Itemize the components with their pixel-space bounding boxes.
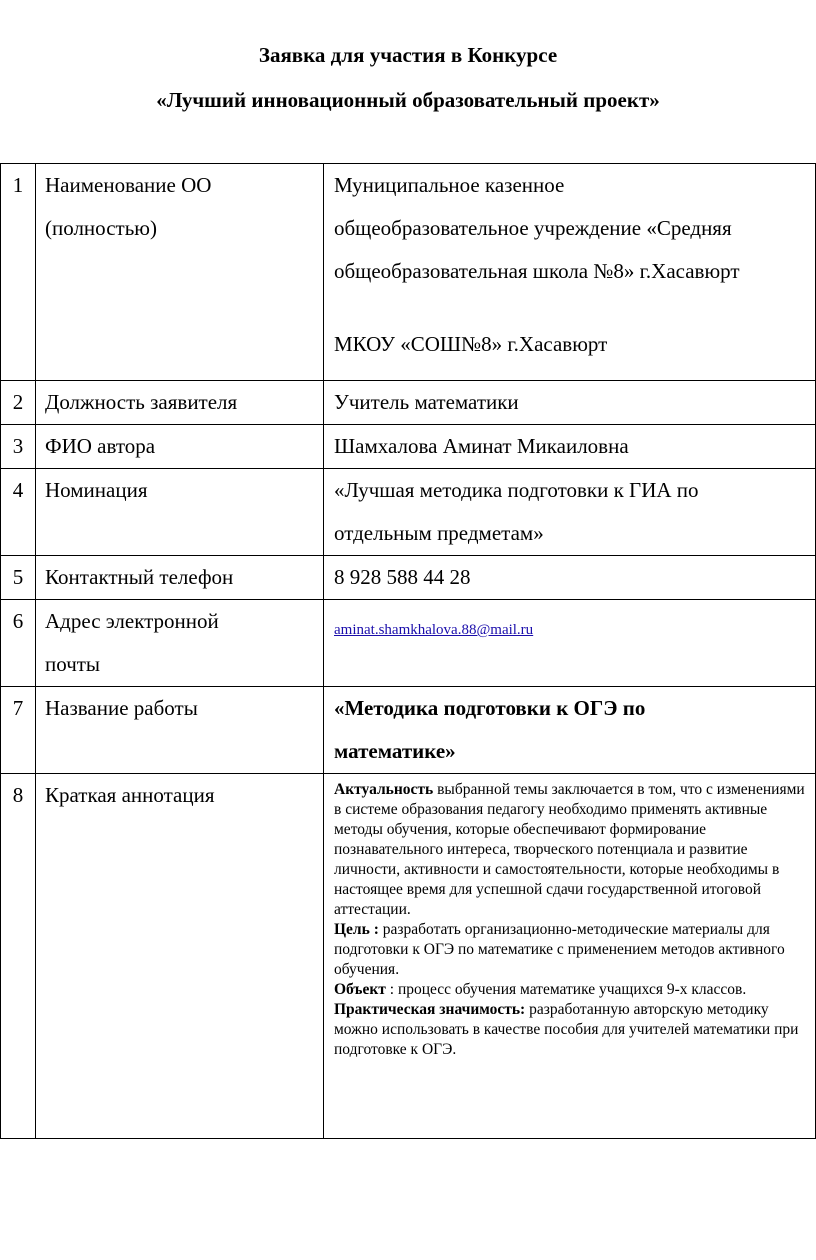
row-label: Номинация [36,469,324,556]
row-value [324,164,816,381]
row-value-line: общеобразовательная школа №8» г.Хасавюрт [334,259,740,283]
row-number: 2 [1,381,36,425]
row-value [324,600,816,687]
annotation-goal-text: разработать организационно-методические материалы для подготовки к ОГЭ по математике с применением методов активного обучения. [334,921,785,978]
table-row [1,774,816,1139]
annotation-relevance-label: Актуальность [334,781,434,798]
row-value [324,774,816,1139]
row-value [324,469,816,556]
row-label: Должность заявителя [36,381,324,425]
document-title: Заявка для участия в Конкурсе [258,43,558,67]
annotation-object-text: : процесс обучения математике учащихся 9-х классов. [385,981,747,998]
table-row [1,425,816,469]
row-value [324,687,816,774]
row-number: 7 [1,687,36,774]
table-row [1,164,816,381]
row-label [36,600,324,687]
row-label [36,164,324,381]
row-number: 8 [1,774,36,1139]
row-value: Учитель математики [324,381,816,425]
email-link[interactable]: aminat.shamkhalova.88@mail.ru [334,622,534,638]
row-label: Название работы [36,687,324,774]
row-value-line: Муниципальное казенное [334,173,565,197]
row-label-line: Адрес электронной [45,609,219,633]
row-number: 6 [1,600,36,687]
row-value-line: математике» [334,739,456,763]
annotation-object-label: Объект [334,981,386,998]
row-value-line: «Методика подготовки к ОГЭ по [334,696,646,720]
table-row [1,469,816,556]
row-number: 4 [1,469,36,556]
document-subtitle: «Лучший инновационный образовательный проект» [156,88,660,112]
annotation-goal-label: Цель : [334,921,379,938]
annotation-relevance-text: выбранной темы заключается в том, что с изменениями в системе образования педагогу необходимо применять активные методы обучения, которые обеспечивают формирование познавательного интереса, творческого потенциала и развитие личности, активности и самостоятельности, которые необходимы в настоящее время для успешной сдачи государственной итоговой аттестации. [334,781,805,918]
row-label: Краткая аннотация [36,774,324,1139]
row-label-line: (полностью) [45,216,157,240]
row-number: 5 [1,556,36,600]
row-value-line: общеобразовательное учреждение «Средняя [334,216,732,240]
row-label-line: почты [45,652,101,676]
annotation-text [334,774,815,1060]
row-number: 1 [1,164,36,381]
spacer [334,293,815,323]
table-row [1,556,816,600]
row-label-line: Наименование ОО [45,173,212,197]
row-value: Шамхалова Аминат Микаиловна [324,425,816,469]
row-number: 3 [1,425,36,469]
row-value-line: «Лучшая методика подготовки к ГИА по [334,478,699,502]
annotation-practical-text: разработанную авторскую методику можно использовать в качестве пособия для учителей математики при подготовке к ОГЭ. [334,1001,799,1058]
row-value: 8 928 588 44 28 [324,556,816,600]
row-label: ФИО автора [36,425,324,469]
table-row [1,381,816,425]
table-row [1,687,816,774]
row-value-line: МКОУ «СОШ№8» г.Хасавюрт [334,332,608,356]
row-label: Контактный телефон [36,556,324,600]
table-row [1,600,816,687]
annotation-practical-label: Практическая значимость: [334,1001,526,1018]
application-table [0,163,816,1139]
row-value-line: отдельным предметам» [334,521,544,545]
